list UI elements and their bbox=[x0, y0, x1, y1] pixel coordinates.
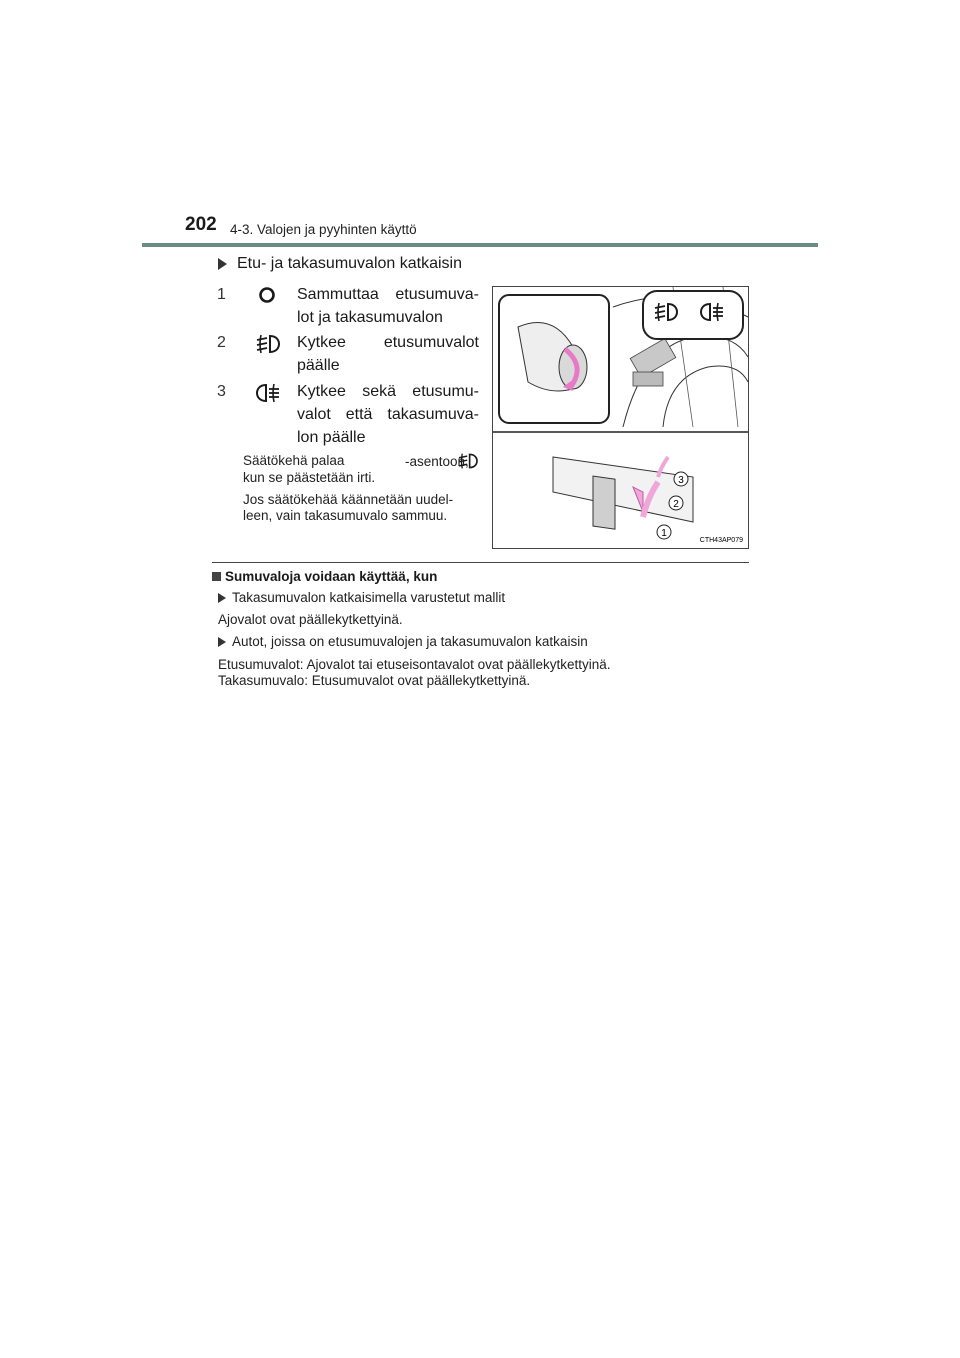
case1-text: Ajovalot ovat päällekytkettyinä. bbox=[218, 612, 403, 627]
callout-1: 1 bbox=[661, 528, 667, 539]
figure-caption: CTH43AP079 bbox=[699, 537, 743, 544]
item-text: Kytkee sekä etusumu-valot että takasumuva-lon päälle bbox=[297, 383, 479, 446]
case2-line2: Takasumuvalo: Etusumuvalot ovat päällekytkettyinä. bbox=[218, 673, 531, 688]
bullet-triangle-icon bbox=[218, 593, 226, 603]
switch-item-2 bbox=[217, 331, 479, 379]
note-turn-again: Jos säätökehää käännetään uudel-leen, vain takasumuvalo sammuu. bbox=[243, 492, 454, 523]
section-divider bbox=[212, 562, 749, 563]
conditions-heading bbox=[212, 569, 437, 584]
item-number: 2 bbox=[217, 334, 226, 351]
header-rule bbox=[142, 243, 818, 247]
bullet-triangle-icon bbox=[218, 637, 226, 647]
case2-title bbox=[218, 634, 588, 650]
fog-lights-off-icon bbox=[255, 285, 279, 312]
case2-title-text: Autot, joissa on etusumuvalojen ja takasumuvalon katkaisin bbox=[232, 634, 588, 649]
rear-fog-light-icon bbox=[255, 382, 281, 411]
callout-3: 3 bbox=[678, 475, 684, 486]
front-fog-light-icon bbox=[255, 333, 281, 362]
switch-item-3 bbox=[217, 380, 479, 450]
square-bullet-icon bbox=[212, 572, 221, 581]
bullet-triangle-icon bbox=[218, 258, 227, 270]
case1-title-text: Takasumuvalon katkaisimella varustetut mallit bbox=[232, 590, 506, 605]
callout-2: 2 bbox=[673, 499, 679, 510]
switch-illustration bbox=[492, 286, 749, 549]
item-number: 3 bbox=[217, 383, 226, 400]
item-text: Sammuttaa etusumuva-lot ja takasumuvalon bbox=[297, 286, 479, 326]
switch-item-1 bbox=[217, 283, 479, 331]
note-text-after: -asentoon, kun se päästetään irti. bbox=[243, 454, 469, 485]
item-text: Kytkee etusumuvalot päälle bbox=[297, 334, 479, 374]
switch-illustration-drawing bbox=[493, 287, 748, 548]
item-number: 1 bbox=[217, 286, 226, 303]
section-title: 4-3. Valojen ja pyyhinten käyttö bbox=[230, 222, 417, 237]
switch-heading bbox=[218, 255, 462, 273]
conditions-heading-text: Sumuvaloja voidaan käyttää, kun bbox=[225, 569, 438, 584]
case1-title bbox=[218, 590, 505, 606]
note-return-position bbox=[243, 452, 479, 486]
note-text-before: Säätökehä palaa bbox=[243, 453, 345, 468]
page-number: 202 bbox=[185, 214, 217, 235]
case2-line1: Etusumuvalot: Ajovalot tai etuseisontavalot ovat päällekytkettyinä. bbox=[218, 657, 611, 672]
switch-heading-text: Etu- ja takasumuvalon katkaisin bbox=[237, 255, 462, 272]
